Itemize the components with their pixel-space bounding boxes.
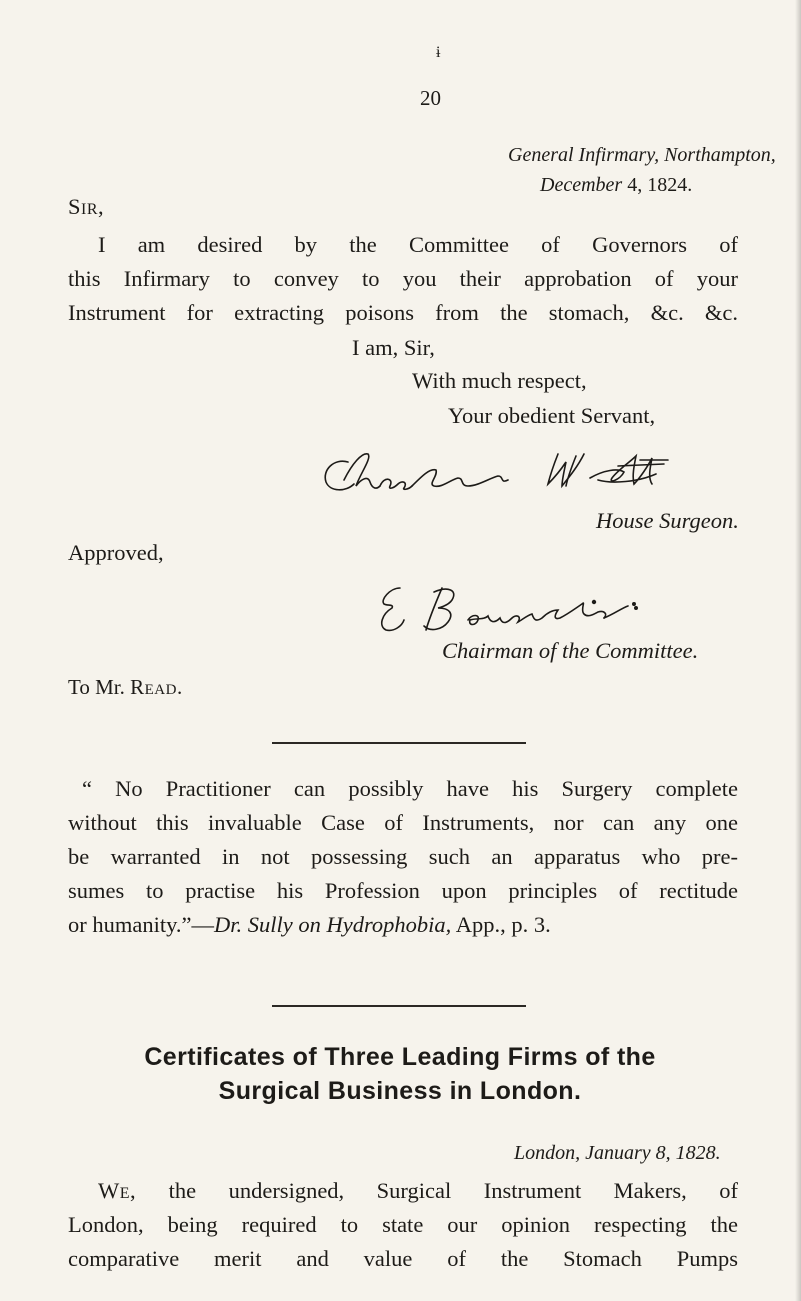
- page-number: 20: [420, 86, 441, 110]
- quote-line: “ No Practitioner can possibly have his Surgery complete: [82, 776, 738, 801]
- letter-body-line: I am desired by the Committee of Governors of: [98, 232, 738, 257]
- approved-label: Approved,: [68, 540, 164, 565]
- addressee: [68, 675, 183, 700]
- letter-date-month: December: [540, 174, 623, 196]
- quote-line: be warranted in not possessing such an apparatus who pre-: [68, 844, 738, 869]
- letter-closing-line: With much respect,: [412, 368, 587, 393]
- addressee-name: Read.: [130, 675, 183, 699]
- quote-line: without this invaluable Case of Instruments, nor can any one: [68, 810, 738, 835]
- quote-text-end: or humanity.”—: [68, 912, 215, 937]
- divider-rule: [272, 742, 526, 744]
- divider-rule: [272, 1005, 526, 1007]
- house-surgeon-title: House Surgeon.: [596, 508, 739, 533]
- chairman-title: Chairman of the Committee.: [442, 638, 699, 663]
- letter-body-line: Instrument for extracting poisons from the stomach, &c. &c.: [68, 300, 738, 325]
- page-edge-shadow: [795, 0, 801, 1301]
- letter-salutation: Sir,: [68, 194, 105, 219]
- certificates-first-line-rest: the undersigned, Surgical Instrument Makers, of: [136, 1178, 738, 1203]
- certificates-body-line: London, being required to state our opinion respecting the: [68, 1212, 738, 1237]
- page-mark: ɨ: [436, 44, 441, 61]
- letter-body-line: this Infirmary to convey to you their approbation of your: [68, 266, 738, 291]
- certificates-body-line: comparative merit and value of the Stomach Pumps: [68, 1246, 738, 1271]
- certificates-date: London, January 8, 1828.: [514, 1142, 721, 1164]
- quote-line-last: [68, 912, 738, 938]
- letter-heading: General Infirmary, Northampton,: [508, 144, 776, 166]
- certificates-title-line: Surgical Business in London.: [218, 1077, 582, 1105]
- signature-house-surgeon: [318, 440, 738, 510]
- certificates-first-word: We,: [98, 1178, 137, 1203]
- quote-citation: Dr. Sully on Hydrophobia,: [214, 912, 452, 937]
- quote-line: sumes to practise his Profession upon principles of rectitude: [68, 878, 738, 903]
- letter-closing-line: I am, Sir,: [352, 335, 435, 360]
- letter-date-rest: 4, 1824.: [622, 174, 693, 196]
- letter-date: [540, 174, 692, 197]
- quote-citation-page: App., p. 3.: [451, 912, 551, 937]
- signature-chairman: [372, 580, 732, 640]
- certificates-title-line: Certificates of Three Leading Firms of the: [144, 1043, 656, 1071]
- certificates-body-line: [98, 1178, 738, 1204]
- letter-closing-line: Your obedient Servant,: [448, 403, 656, 428]
- addressee-prefix: To Mr.: [68, 675, 131, 699]
